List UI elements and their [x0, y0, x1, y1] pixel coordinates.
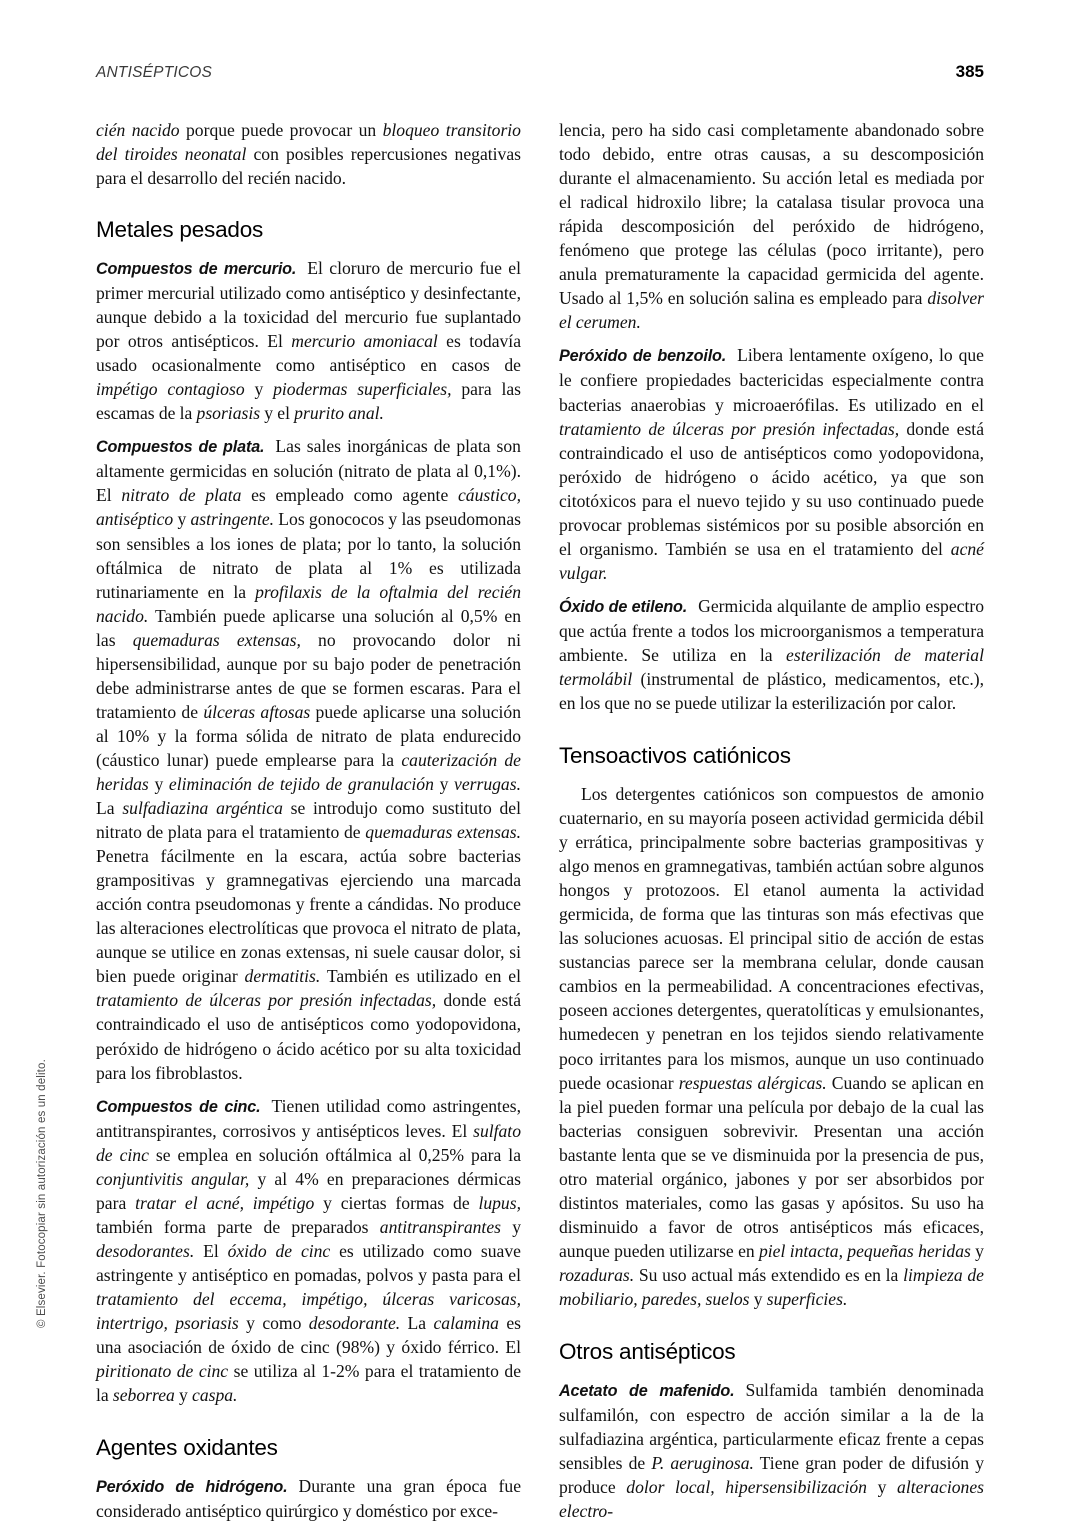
runin-head-peroxido-de-hidrogeno: Peróxido de hidrógeno.: [96, 1478, 288, 1497]
paragraph-text: Durante una gran época fue considerado antiséptico quirúrgico y doméstico por exce-: [96, 1476, 521, 1522]
runin-head-peroxido-de-benzoilo: Peróxido de benzoilo.: [559, 347, 727, 366]
runin-head-oxido-de-etileno: Óxido de etileno.: [559, 597, 688, 616]
runin-head-acetato-de-mafenido: Acetato de mafenido.: [559, 1381, 735, 1400]
running-head: [96, 62, 984, 86]
paragraph-peroxido-de-hidrogeno: [96, 1474, 521, 1523]
paragraph-compuestos-de-mercurio: [96, 256, 521, 425]
paragraph-text: El cloruro de mercurio fue el primer mercurial utilizado como antiséptico y desinfectante, aunque debido a la toxicidad del mercurio fue suplantado por otros antisépticos. El mercurio amoniacal es todavía usado ocasionalmente como antiséptico en casos de impétigo contagioso y piodermas superficiales, para las escamas de la psoriasis y el prurito anal.: [96, 258, 522, 424]
body-columns: [96, 118, 985, 1522]
paragraph-text: Las sales inorgánicas de plata son altamente germicidas en solución (nitrato de plata al 0,1%). El nitrato de plata es empleado como agente cáustico, antiséptico y astringente. Los gonococos y las pseudomonas son sensibles a los iones de plata; por lo tanto, la solución oftálmica de nitrato de plata al 1% es utilizada rutinariamente en la profilaxis de la oftalmia del recién nacido. También puede aplicarse una solución al 0,5% en las quemaduras extensas, no provocando dolor ni hipersensibilidad, aunque por su bajo poder de penetración debe administrarse antes de que se formen escaras. Para el tratamiento de úlceras aftosas puede aplicarse una solución al 10% y la forma sólida de nitrato de plata endurecido (cáustico lunar) puede emplearse para la cauterización de heridas y eliminación de tejido de granulación y verrugas. La sulfadiazina argéntica se introdujo como sustituto del nitrato de plata para el tratamiento de quemaduras extensas. Penetra fácilmente en la escara, actúa sobre bacterias grampositivas y gramnegativas ejerciendo una marcada acción contra pseudomonas y frente a cándidas. No produce las alteraciones electrolíticas que provoca el nitrato de plata, aunque se utilice en zonas extensas, ni suele causar dolor, si bien puede originar dermatitis. También es utilizado en el tratamiento de úlceras por presión infectadas, donde está contraindicado el uso de antisépticos como yodopovidona, peróxido de hidrógeno o ácido acético por su alta toxicidad para los fibroblastos.: [96, 436, 522, 1083]
copyright-notice: © Elsevier. Fotocopiar sin autorización es un delito.: [36, 1059, 48, 1328]
heading-tensoactivos-cationicos: Tensoactivos catiónicos: [559, 743, 791, 769]
page-number: 385: [955, 62, 984, 81]
paragraph-oxido-de-etileno: [559, 594, 984, 715]
paragraph-tensoactivos-cationicos: Los detergentes catiónicos son compuestos de amonio cuaternario, en su mayoría poseen actividad germicida débil y errática, principalmente sobre bacterias grampositivas y algo menos en gramnegativas, también actúan sobre algunos hongos y protozoos. El etanol aumenta la actividad germicida, de forma que las tinturas son más efectivas que las soluciones acuosas. El principal sitio de acción de estas sustancias parece ser la membrana celular, donde causan cambios en la permeabilidad. A concentraciones efectivas, poseen acciones detergentes, queratolíticas y emulsionantes, humedecen y penetran en los tejidos siendo relativamente poco irritantes para los mismos, aunque un uso continuado puede ocasionar respuestas alérgicas. Cuando se aplican en la piel pueden formar una película por debajo de la cual las bacterias consiguen sobrevivir. Presentan una acción bastante lenta que se ve disminuida por la presencia de pus, otro material orgánico, jabones y por ser absorbidos por distintos materiales, como las gasas y apósitos. Su uso ha disminuido a favor de otros antisépticos más eficaces, aunque pueden utilizarse en piel intacta, pequeñas heridas y rozaduras. Su uso actual más extendido es en la limpieza de mobiliario, paredes, suelos y superficies.: [559, 784, 984, 1309]
heading-otros-antisepticos: Otros antisépticos: [559, 1339, 736, 1365]
paragraph-continued-recien-nacido: cién nacido porque puede provocar un bloqueo transitorio del tiroides neonatal con posibles repercusiones negativas para el desarrollo del recién nacido.: [96, 120, 521, 189]
paragraph-compuestos-de-plata: [96, 434, 521, 1084]
running-head-title: ANTISÉPTICOS: [96, 64, 213, 81]
paragraph-compuestos-de-cinc: [96, 1094, 521, 1408]
runin-head-compuestos-de-mercurio: Compuestos de mercurio.: [96, 260, 297, 279]
runin-head-compuestos-de-plata: Compuestos de plata.: [96, 438, 265, 457]
paragraph-peroxido-de-benzoilo: [559, 343, 984, 584]
paragraph-text: Libera lentamente oxígeno, lo que le confiere propiedades bactericidas especialmente contra bacterias anaerobias y microaerófilas. Es utilizado en el tratamiento de úlceras por presión infectadas, donde está contraindicado el uso de antisépticos como yodopovidona, peróxido de hidrógeno o ácido acético, ya que son citotóxicos para el nuevo tejido y su uso continuado puede provocar problemas sistémicos por su posible absorción en el organismo. También se usa en el tratamiento del acné vulgar.: [559, 345, 985, 583]
paragraph-continued-lencia: lencia, pero ha sido casi completamente abandonado sobre todo debido, entre otras causas, a su descomposición durante el almacenamiento. Su acción letal es mediada por el radical hidroxilo libre; la catalasa tisular provoca una rápida descomposición del peróxido de hidrógeno, fenómeno que protege las células (poco irritante), pero anula prematuramente la capacidad germicida del agente. Usado al 1,5% en solución salina es empleado para disolver el cerumen.: [559, 120, 984, 333]
heading-agentes-oxidantes: Agentes oxidantes: [96, 1435, 278, 1461]
left-column: [96, 118, 522, 1522]
paragraph-text: Germicida alquilante de amplio espectro que actúa frente a todos los microorganismos a temperatura ambiente. Se utiliza en la esterilización de material termolábil (instrumental de plástico, medicamentos, etc.), en los que no se puede utilizar la esterilización por calor.: [559, 595, 985, 714]
paragraph-text: Sulfamida también denominada sulfamilón, con espectro de acción similar a la de la sulfadiazina argéntica, particularmente eficaz frente a cepas sensibles de P. aeruginosa. Tiene gran poder de difusión y produce dolor local, hipersensibilización y alteraciones electro-: [559, 1379, 984, 1522]
paragraph-text: Tienen utilidad como astringentes, antitranspirantes, corrosivos y antisépticos leves. El sulfato de cinc se emplea en solución oftálmica al 0,25% para la conjuntivitis angular, y al 4% en preparaciones dérmicas para tratar el acné, impétigo y ciertas formas de lupus, también forma parte de preparados antitranspirantes y desodorantes. El óxido de cinc es utilizado como suave astringente y antiséptico en pomadas, polvos y pasta para el tratamiento del eccema, impétigo, úlceras varicosas, intertrigo, psoriasis y como desodorante. La calamina es una asociación de óxido de cinc (98%) y óxido férrico. El piritionato de cinc se utiliza al 1-2% para el tratamiento de la seborrea y caspa.: [96, 1095, 522, 1406]
heading-metales-pesados: Metales pesados: [96, 217, 264, 243]
right-column: [559, 118, 985, 1522]
runin-head-compuestos-de-cinc: Compuestos de cinc.: [96, 1097, 261, 1116]
paragraph-acetato-de-mafenido: [559, 1378, 984, 1523]
